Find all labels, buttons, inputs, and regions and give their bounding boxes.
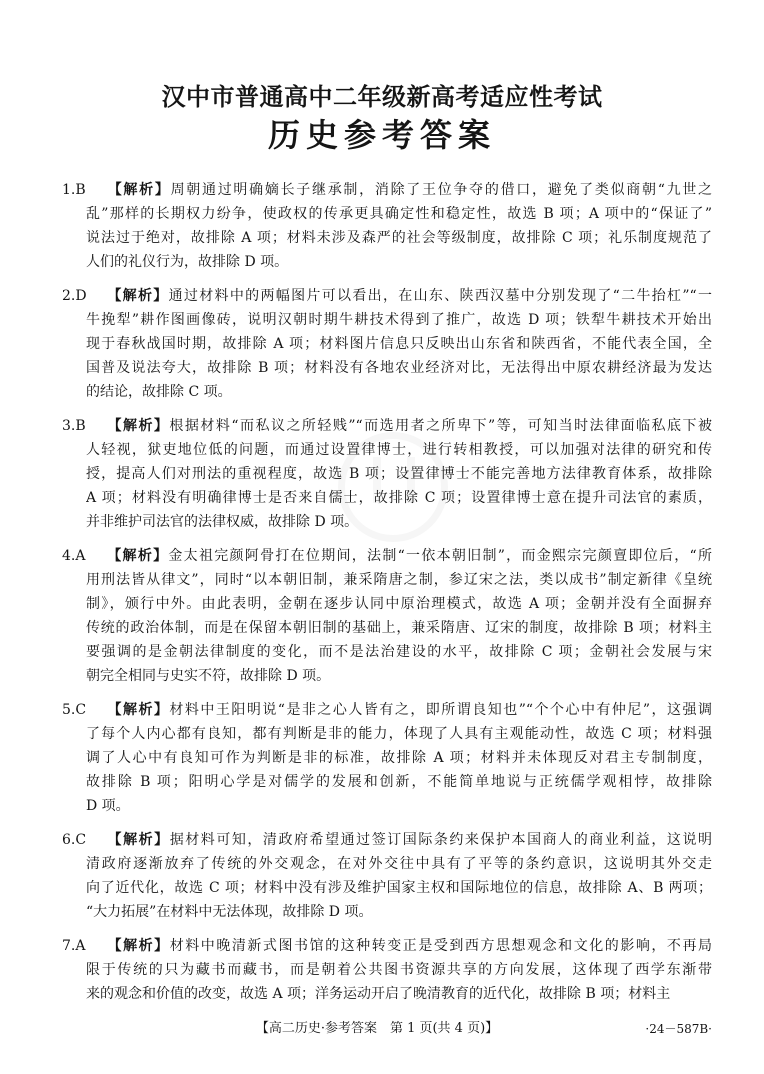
answer-first-line [62,828,712,852]
answer-text: 的结论，故排除 C 项。 [86,384,232,400]
answer-text: 周朝通过明确嫡长子继承制，消除了王位争夺的借口，避免了类似商朝“九世之 [170,182,712,198]
answer-first-line [62,934,712,958]
answer-text: 乱”那样的长期权力纷争，使政权的传承更具确定性和稳定性，故选 B 项；A 项中的“保证了” [86,206,712,222]
answer-first-line [62,544,712,568]
answer-text: 材料中晚清新式图书馆的这种转变正是受到西方思想观念和文化的影响，不再局 [169,938,712,954]
answer-line [86,852,712,876]
analysis-tag: 【解析】 [106,418,170,434]
answer-line [86,486,712,510]
answer-text: 人轻视，狱吏地位低的问题，而通过设置律博士，进行转相教授，可以加强对法律的研究和传 [86,442,712,458]
answer-text: 并非维护司法官的法律权威，故排除 D 项。 [86,514,359,530]
answer-line [86,202,712,226]
answer-text: 通过材料中的两幅图片可以看出，在山东、陕西汉墓中分别发现了“二牛抬杠”“一 [168,288,712,304]
answer-text: 制》，颁行中外。由此表明，金朝在逐步认同中原治理模式，故选 A 项；金朝并没有全面摒弃 [86,596,712,612]
answer-text: 用刑法皆从律文”，同时“以本朝旧制，兼采隋唐之制，参辽宋之法，类以成书”制定新律《皇统 [86,572,712,588]
answer-line [86,592,712,616]
answer-line [86,462,712,486]
answer-text: 牛挽犁”耕作图画像砖，说明汉朝时期牛耕技术得到了推广，故选 D 项；铁犁牛耕技术开始出 [86,312,712,328]
answer-list [62,178,712,1016]
answer-text: “大力拓展”在材料中无法体现，故排除 D 项。 [86,904,373,920]
answer-item [62,934,712,1006]
answer-line [86,568,712,592]
answer-number: 7.A [62,938,86,954]
answer-item [62,698,712,818]
answer-line [86,664,712,688]
analysis-tag: 【解析】 [106,288,169,304]
analysis-tag: 【解析】 [106,938,170,954]
answer-text: 限于传统的只为藏书而藏书，而是朝着公共图书资源共享的方向发展，这体现了西学东渐带 [86,962,712,978]
answer-item [62,414,712,534]
answer-line [86,958,712,982]
answer-text: D 项。 [86,798,130,814]
analysis-tag: 【解析】 [106,832,170,848]
answer-item [62,178,712,274]
answer-text: 根据材料“而私议之所轻贱”“而选用者之所卑下”等，可知当时法律面临私底下被 [169,418,712,434]
answer-text: 授，提高人们对刑法的重视程度，故选 B 项；设置律博士不能完善地方法律教育体系，故排除 [86,466,712,482]
answer-line [86,746,712,770]
answer-line [86,616,712,640]
answer-text: A 项；材料没有明确律博士是否来自儒士，故排除 C 项；设置律博士意在提升司法官的素质， [86,490,712,506]
answer-text: 据材料可知，清政府希望通过签订国际条约来保护本国商人的商业利益，这说明 [169,832,712,848]
answer-line [86,794,712,818]
answer-number: 3.B [62,418,86,434]
answer-text: 要强调的是金朝法律制度的变化，而不是法治建设的水平，故排除 C 项；金朝社会发展与宋 [86,644,712,660]
answer-number: 5.C [62,702,87,718]
exam-title: 汉中市普通高中二年级新高考适应性考试 [161,83,603,111]
answer-text: 来的观念和价值的改变，故选 A 项；洋务运动开启了晚清教育的近代化，故排除 B 项；材料主 [86,986,671,1002]
answer-text: 故排除 B 项；阳明心学是对儒学的发展和创新，不能简单地说与正统儒学观相悖，故排除 [86,774,712,790]
answer-text: 人们的礼仪行为，故排除 D 项。 [86,254,289,270]
answer-text: 金太祖完颜阿骨打在位期间，法制“一依本朝旧制”，而金熙宗完颜亶即位后，“所 [168,548,712,564]
answer-text: 朝完全相同与史实不符，故排除 D 项。 [86,668,331,684]
answer-line [86,510,712,534]
answer-line [86,640,712,664]
answer-number: 2.D [62,288,87,304]
answer-item [62,284,712,404]
answer-text: 清政府逐渐放弃了传统的外交观念，在对外交往中具有了平等的条约意识，这说明其外交走 [86,856,712,872]
answer-first-line [62,414,712,438]
answer-line [86,226,712,250]
answer-item [62,544,712,688]
answer-line [86,876,712,900]
answer-line [86,380,712,404]
answer-number: 1.B [62,182,86,198]
answer-line [86,332,712,356]
answer-line [86,308,712,332]
answer-line [86,770,712,794]
answer-first-line [62,698,712,722]
answer-text: 说法过于绝对，故排除 A 项；材料未涉及森严的社会等级制度，故排除 C 项；礼乐制度规范了 [86,230,712,246]
page-footer: 【高二历史·参考答案 第 1 页(共 4 页)】 [255,1021,499,1036]
analysis-tag: 【解析】 [106,182,171,198]
answer-text: 国普及说法夸大，故排除 B 项；材料没有各地农业经济对比，无法得出中原农耕经济最为发达 [86,360,712,376]
analysis-tag: 【解析】 [106,548,169,564]
analysis-tag: 【解析】 [106,702,170,718]
answer-text: 传统的政治体制，而是在保留本朝旧制的基础上，兼采隋唐、辽宋的制度，故排除 B 项；材料主 [86,620,712,636]
answer-line [86,722,712,746]
answer-first-line [62,178,712,202]
answer-line [86,356,712,380]
answer-item [62,828,712,924]
answer-first-line [62,284,712,308]
paper-code: ·24－587B· [645,1022,712,1036]
answer-text: 调了人心中有良知可作为判断是非的标准，故排除 A 项；材料并未体现反对君主专制制度， [86,750,712,766]
answer-text: 了每个人内心都有良知，都有判断是非的能力，体现了人具有主观能动性，故选 C 项；材料强 [86,726,712,742]
answer-text: 现于春秋战国时期，故排除 A 项；材料图片信息只反映出山东省和陕西省，不能代表全国，全 [86,336,712,352]
document-title: 历史参考答案 [267,116,496,154]
answer-line [86,900,712,924]
answer-text: 向了近代化，故选 C 项；材料中没有涉及维护国家主权和国际地位的信息，故排除 A、B 两项； [86,880,712,896]
answer-number: 6.C [62,832,87,848]
answer-text: 材料中王阳明说“是非之心人皆有之，即所谓良知也”“个个心中有仲尼”，这强调 [169,702,712,718]
answer-line [86,250,712,274]
answer-line [86,438,712,462]
answer-number: 4.A [62,548,86,564]
answer-line [86,982,712,1006]
